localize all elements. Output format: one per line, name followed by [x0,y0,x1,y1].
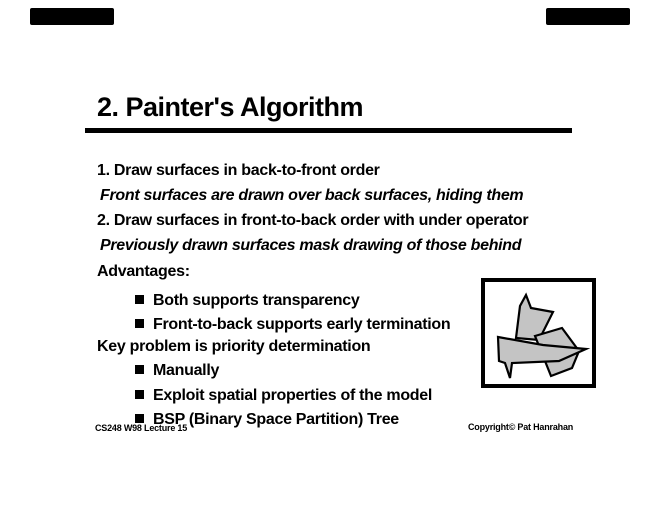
bullet-item [135,386,432,406]
bullet-square-icon [135,319,144,328]
body-line: Advantages: [97,263,190,280]
triangles-diagram [485,282,592,384]
body-line: Front surfaces are drawn over back surfaces, hiding them [100,187,524,204]
scan-corner-mark-right [546,8,630,25]
course-lecture-label: CS248 W98 Lecture 15 [95,423,188,433]
bullet-item [135,291,359,311]
overlapping-triangles-figure [481,278,596,388]
bullet-square-icon [135,365,144,374]
bullet-item-label: Manually [153,362,220,379]
body-line: 1. Draw surfaces in back-to-front order [97,162,380,179]
body-line: 2. Draw surfaces in front-to-back order with under operator [97,212,529,229]
scan-corner-mark-left [30,8,114,25]
bullet-item-label: Front-to-back supports early termination [153,316,451,333]
bullet-square-icon [135,295,144,304]
copyright-label: Copyright© Pat Hanrahan [468,422,574,432]
bullet-item [135,361,219,381]
slide-title: 2. Painter's Algorithm [97,92,363,122]
bullet-square-icon [135,414,144,423]
bullet-item-label: Both supports transparency [153,292,360,309]
bullet-item [135,315,450,335]
bullet-item-label: BSP (Binary Space Partition) Tree [153,411,399,428]
body-line: Previously drawn surfaces mask drawing of those behind [100,237,522,254]
bullet-square-icon [135,390,144,399]
bullet-item-label: Exploit spatial properties of the model [153,387,433,404]
body-line: Key problem is priority determination [97,338,371,355]
title-underline-rule [85,128,572,133]
